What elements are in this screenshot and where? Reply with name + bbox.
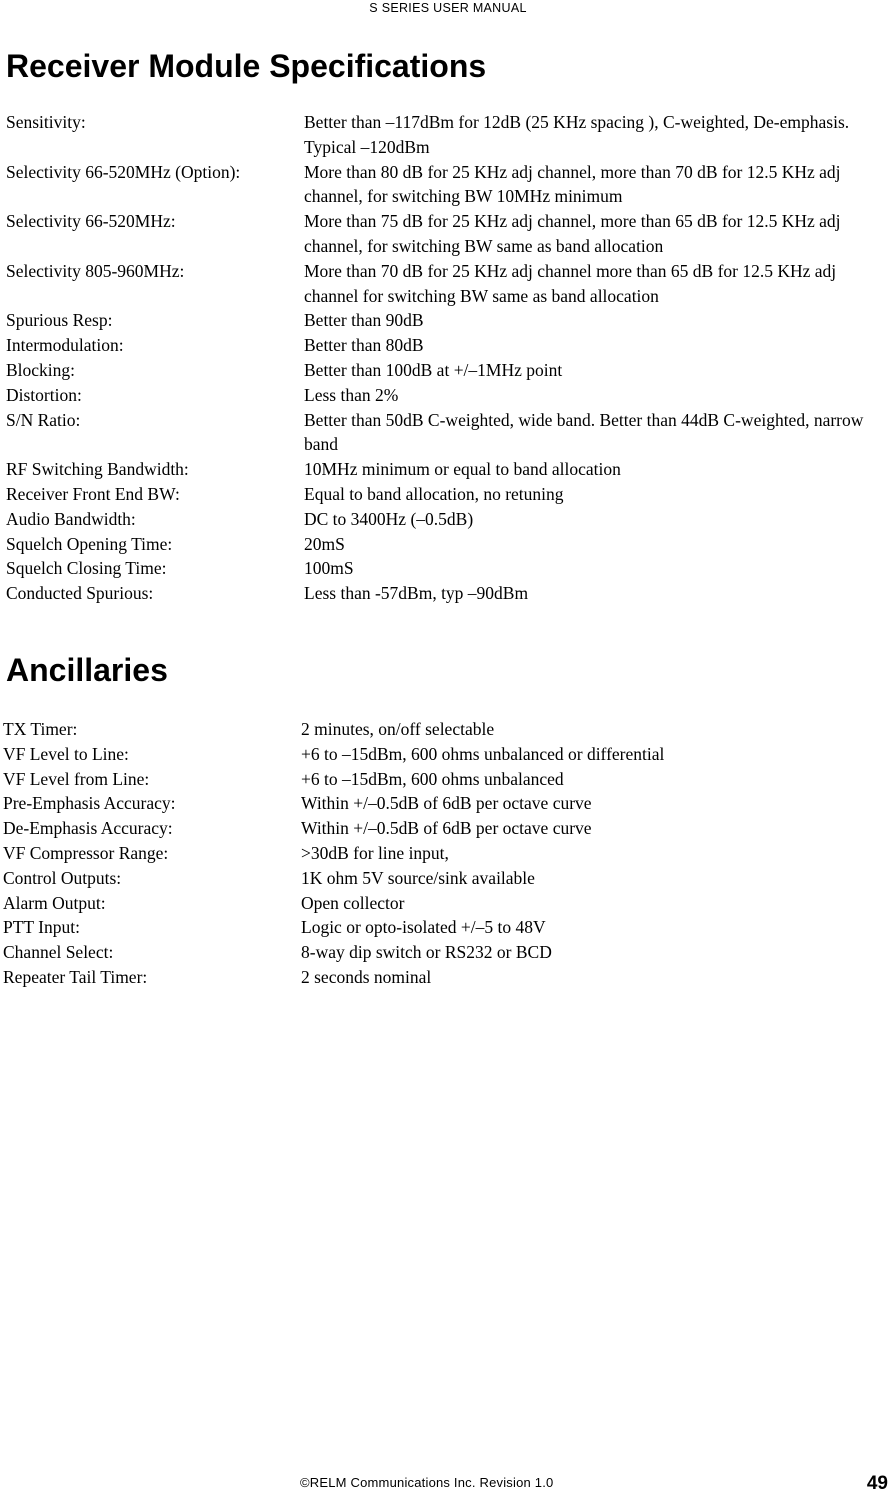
spec-label: TX Timer:	[3, 719, 78, 739]
section-heading-ancillaries: Ancillaries	[6, 652, 168, 688]
spec-label: Spurious Resp:	[6, 310, 113, 331]
spec-value: 2 minutes, on/off selectable	[301, 719, 495, 739]
spec-label: VF Level to Line:	[3, 743, 129, 764]
spec-row	[3, 940, 883, 965]
spec-label: De-Emphasis Accuracy:	[3, 818, 173, 839]
spec-row	[6, 110, 886, 160]
spec-label: PTT Input:	[3, 917, 80, 938]
spec-value: More than 80 dB for 25 KHz adj channel, more than 70 dB for 12.5 KHz adj channel, for switching BW 10MHz minimum	[304, 161, 841, 207]
section-heading-receiver: Receiver Module Specifications	[6, 48, 487, 84]
spec-row	[6, 581, 886, 606]
spec-value: Within +/–0.5dB of 6dB per octave curve	[301, 793, 592, 814]
receiver-spec-table	[6, 110, 886, 606]
spec-label: Audio Bandwidth:	[6, 508, 136, 529]
spec-row	[3, 891, 883, 916]
spec-value: 20mS	[304, 533, 345, 554]
spec-label: Selectivity 66-520MHz (Option):	[6, 161, 241, 182]
spec-value: Within +/–0.5dB of 6dB per octave curve	[301, 818, 592, 839]
spec-label: Intermodulation:	[6, 335, 124, 356]
spec-value: More than 75 dB for 25 KHz adj channel, more than 65 dB for 12.5 KHz adj channel, for switching BW same as band allocation	[304, 211, 841, 256]
spec-value: 1K ohm 5V source/sink available	[301, 867, 535, 888]
spec-row	[3, 717, 883, 742]
spec-label: VF Level from Line:	[3, 768, 150, 789]
spec-label: Sensitivity:	[6, 112, 86, 132]
spec-row	[3, 841, 883, 866]
spec-value: Better than 90dB	[304, 310, 424, 331]
spec-label: Conducted Spurious:	[6, 583, 154, 604]
spec-row	[6, 482, 886, 507]
ancillaries-spec-table	[3, 717, 883, 990]
spec-label: Alarm Output:	[3, 892, 106, 913]
spec-value: Equal to band allocation, no retuning	[304, 483, 564, 504]
spec-row	[6, 383, 886, 408]
spec-label: Squelch Opening Time:	[6, 533, 173, 554]
spec-row	[3, 965, 883, 990]
spec-row	[3, 915, 883, 940]
spec-value: Logic or opto-isolated +/–5 to 48V	[301, 917, 546, 938]
copyright-notice: ©RELM Communications Inc. Revision 1.0	[300, 1475, 554, 1490]
spec-value: +6 to –15dBm, 600 ohms unbalanced or differential	[301, 743, 665, 764]
spec-row	[3, 742, 883, 767]
spec-value: More than 70 dB for 25 KHz adj channel more than 65 dB for 12.5 KHz adj channel for switching BW same as band allocation	[304, 260, 837, 306]
spec-value: DC to 3400Hz (–0.5dB)	[304, 508, 474, 529]
spec-label: Blocking:	[6, 359, 76, 380]
spec-value: +6 to –15dBm, 600 ohms unbalanced	[301, 768, 564, 789]
spec-label: Selectivity 805-960MHz:	[6, 260, 185, 281]
spec-value: Better than 100dB at +/–1MHz point	[304, 359, 563, 380]
spec-value: Better than 80dB	[304, 335, 424, 356]
page-number: 49	[866, 1473, 888, 1494]
spec-value: Less than -57dBm, typ –90dBm	[304, 583, 529, 604]
spec-row	[6, 556, 886, 581]
spec-label: S/N Ratio:	[6, 409, 81, 430]
spec-row	[3, 767, 883, 792]
spec-value: Less than 2%	[304, 384, 399, 405]
spec-row	[6, 457, 886, 482]
spec-value: Better than –117dBm for 12dB (25 KHz spacing ), C-weighted, De-emphasis. Typical –120dBm	[304, 112, 850, 157]
spec-label: Pre-Emphasis Accuracy:	[3, 793, 176, 814]
spec-label: Channel Select:	[3, 942, 114, 963]
spec-label: Squelch Closing Time:	[6, 558, 167, 579]
spec-label: Repeater Tail Timer:	[3, 966, 148, 987]
spec-value: Open collector	[301, 892, 405, 913]
spec-value: >30dB for line input,	[301, 842, 449, 863]
spec-value: Better than 50dB C-weighted, wide band. Better than 44dB C-weighted, narrow band	[304, 409, 864, 455]
spec-row	[6, 532, 886, 557]
spec-value: 100mS	[304, 558, 354, 579]
spec-value: 2 seconds nominal	[301, 966, 432, 987]
spec-label: Selectivity 66-520MHz:	[6, 211, 176, 232]
spec-row	[6, 358, 886, 383]
spec-row	[6, 408, 886, 458]
spec-row	[6, 209, 886, 259]
spec-label: Control Outputs:	[3, 867, 122, 888]
spec-row	[3, 866, 883, 891]
spec-value: 8-way dip switch or RS232 or BCD	[301, 942, 552, 963]
spec-row	[3, 791, 883, 816]
spec-row	[6, 333, 886, 358]
spec-row	[6, 308, 886, 333]
spec-row	[3, 816, 883, 841]
spec-label: VF Compressor Range:	[3, 842, 169, 863]
spec-label: RF Switching Bandwidth:	[6, 459, 189, 480]
spec-label: Receiver Front End BW:	[6, 483, 180, 504]
running-header: S SERIES USER MANUAL	[369, 1, 527, 15]
spec-value: 10MHz minimum or equal to band allocation	[304, 459, 621, 480]
spec-row	[6, 259, 886, 309]
spec-row	[6, 160, 886, 210]
spec-label: Distortion:	[6, 384, 82, 405]
spec-row	[6, 507, 886, 532]
